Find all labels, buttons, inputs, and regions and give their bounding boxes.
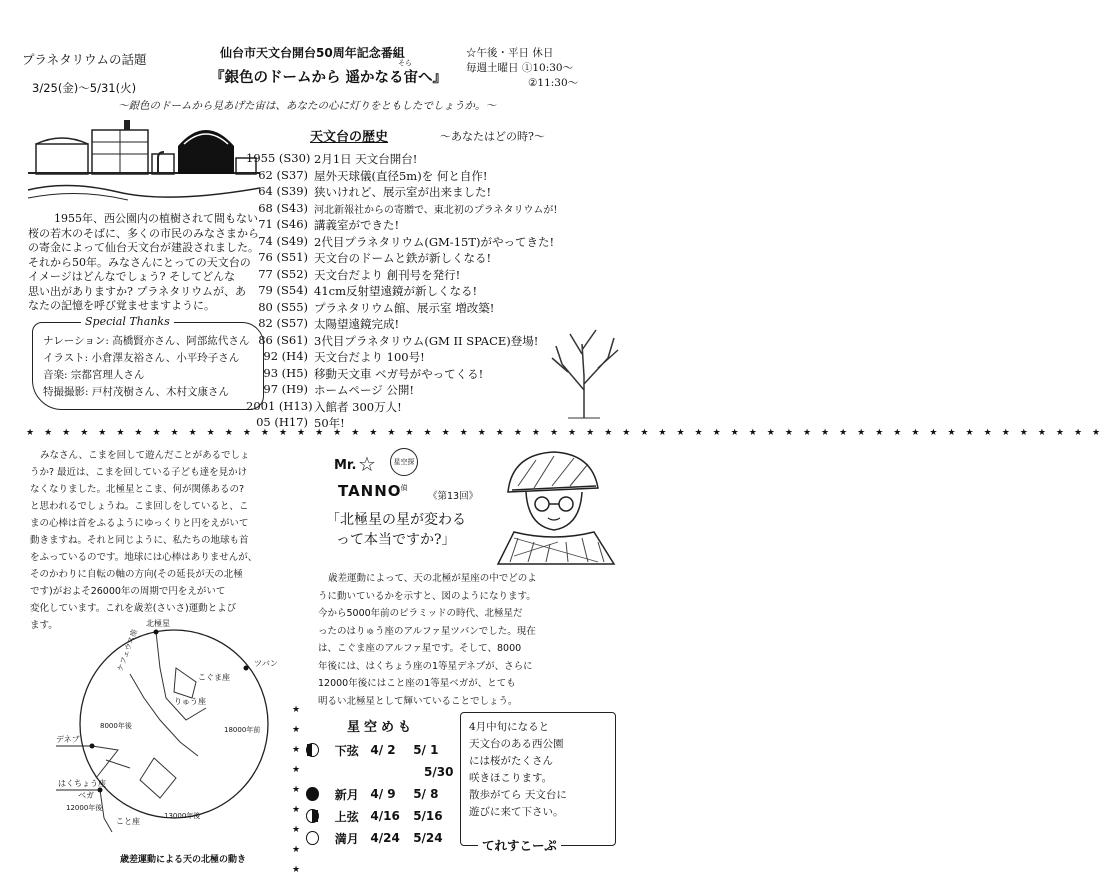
timeline-row — [246, 250, 576, 267]
article-line: ったのはりゅう座のアルファ星ツバンでした。現在 — [318, 625, 536, 637]
moon-phase: 満月 — [334, 831, 359, 846]
timeline-row — [246, 168, 576, 185]
label-polaris: 北極星 — [146, 619, 170, 628]
timeline-row — [246, 283, 576, 300]
timeline-event: 移動天文車 ベガ号がやってくる! — [314, 366, 484, 381]
timeline-event: プラネタリウム館、展示室 増改築! — [314, 300, 495, 315]
timeline-event: 2月1日 天文台開台! — [314, 152, 418, 166]
article-line: 今から5000年前のピラミッドの時代、北極星だ — [318, 608, 523, 619]
moon-memo — [306, 716, 456, 849]
timeline-year: 86 (S61) — [258, 332, 308, 347]
badge-sub: 星空探偵 — [390, 448, 418, 476]
timeline-year: 80 (S55) — [258, 299, 308, 314]
moon-row — [306, 739, 456, 761]
moon-date: 5/16 — [413, 809, 443, 823]
headline-line: 「北極星の星が変わる — [326, 512, 466, 528]
moon-phase: 新月 — [334, 787, 359, 802]
moon-date: 4/ 9 — [370, 787, 396, 801]
label-deneb: デネブ — [56, 735, 80, 744]
schedule-note — [466, 46, 578, 91]
article-right — [318, 570, 630, 710]
article-line: です)がおよそ26000年の周期で円をえがいて — [30, 586, 226, 597]
article-line: なくなりました。北極星とこま、何が関係あるの? — [30, 484, 245, 495]
article-line: 12000年後にはこと座の1等星ベガが、とても — [318, 678, 516, 689]
episode-number: 《第13回》 — [428, 491, 479, 502]
timeline-year: 77 (S52) — [258, 266, 308, 281]
timeline-event: 河北新報社からの寄贈で、東北初のプラネタリウムが! — [314, 204, 558, 216]
credit-row: 特撮撮影: 戸村茂樹さん、木村文康さん — [43, 386, 230, 398]
moon-row — [306, 805, 456, 827]
note-line: 天文台のある西公園 — [469, 738, 564, 750]
section-title: プラネタリウムの話題 — [22, 52, 147, 67]
timeline-row — [246, 349, 576, 366]
label-8000: 8000年後 — [100, 722, 132, 730]
timeline-event: 41cm反射望遠鏡が新しくなる! — [314, 284, 478, 298]
timeline-row — [246, 316, 576, 333]
moon-phase: 下弦 — [334, 743, 359, 758]
tree-illustration — [538, 320, 630, 420]
moon-row — [306, 827, 456, 849]
full-moon-icon — [306, 831, 319, 845]
timeline-event: 講義室ができた! — [314, 218, 400, 232]
timeline-row — [246, 201, 576, 218]
credit-row: イラスト: 小倉澤友裕さん、小平玲子さん — [43, 352, 240, 364]
article-line: は、こぐま座のアルファ星です。そして、8000 — [318, 643, 522, 654]
timeline-year: 92 (H4) — [263, 349, 308, 363]
date-range: 3/25(金)〜5/31(火) — [32, 81, 137, 95]
new-moon-icon — [306, 787, 319, 801]
special-thanks-box — [32, 315, 264, 410]
article-line: うか? 最近は、こまを回している子ども達を見かけ — [30, 467, 248, 478]
article-line: と思われるでしょうね。こま回しをしていると、こ — [30, 501, 249, 512]
column-headline — [326, 510, 466, 550]
article-line: 動きますね。それと同じように、私たちの地球も首 — [30, 535, 249, 546]
timeline-year: 2001 (H13) — [246, 398, 313, 413]
intro-text — [28, 212, 270, 314]
timeline-year: 74 (S49) — [258, 233, 308, 248]
cherry-blossom-note — [460, 712, 616, 846]
intro-line: それから50年。みなさんにとっての天文台の — [28, 255, 251, 269]
article-line: をふっているのです。地球には心棒はありませんが、 — [30, 552, 258, 563]
timeline-row — [246, 151, 576, 168]
timeline-event: 屋外天球儀(直径5m)を 何と自作! — [314, 168, 488, 183]
timeline-row — [246, 217, 576, 234]
moon-date: 4/ 2 — [370, 743, 396, 757]
timeline-year: 62 (S37) — [258, 167, 308, 182]
first-quarter-icon — [306, 809, 319, 823]
label-13000: 13000年後 — [164, 812, 201, 820]
moon-title: 星空めも — [346, 720, 415, 735]
moon-date: 5/30 — [424, 765, 454, 779]
moon-row — [306, 783, 456, 805]
label-12000: 12000年後 — [66, 804, 103, 812]
article-line: 明るい北極星として輝いていることでしょう。 — [318, 695, 518, 707]
title-ruby: そら — [398, 59, 412, 67]
article-line: うに動いているかを示すと、図のようになります。 — [318, 590, 536, 602]
timeline-year: 05 (H17) — [256, 415, 308, 429]
note-signature: てれすこーぷ — [478, 836, 561, 854]
article-left — [30, 447, 306, 634]
article-line: ます。 — [30, 620, 58, 631]
timeline-year: 64 (S39) — [258, 184, 308, 198]
timeline-row — [246, 366, 576, 383]
intro-line: イメージはどんなでしょう? そしてどんな — [28, 270, 236, 283]
intro-line: の寄金によって仙台天文台が建設されました。 — [28, 241, 259, 254]
moon-row-extra — [306, 761, 456, 783]
history-timeline — [246, 151, 576, 432]
note-line: 咲きほこります。 — [469, 772, 553, 784]
timeline-event: 50年! — [314, 416, 345, 430]
label-lyra: こと座 — [116, 817, 140, 826]
label-cepheus: ケフェウス座 — [115, 627, 140, 673]
tanno-badge — [334, 446, 436, 508]
label-vega: ベガ — [78, 791, 94, 800]
timeline-event: 狭いけれど、展示室が出来ました! — [314, 185, 492, 199]
divider-stars-vertical: ★ ★ ★ ★ ★ ★ ★ ★ ★ — [292, 705, 301, 875]
label-ursa-minor: こぐま座 — [198, 673, 230, 682]
intro-line: 思い出がありますか? プラネタリウムが、あ — [28, 284, 246, 298]
detective-illustration — [488, 446, 624, 564]
history-subtitle: 〜あなたはどの時?〜 — [440, 130, 545, 143]
label-draco: りゅう座 — [174, 697, 206, 706]
tagline: 〜銀色のドームから見あげた宙は、あなたの心に灯りをともしたでしょうか。〜 — [118, 100, 496, 112]
headline-line: って本当ですか?」 — [336, 532, 456, 548]
moon-phase: 上弦 — [334, 809, 359, 824]
schedule-line: 毎週土曜日 ①10:30〜 — [466, 62, 574, 74]
timeline-row — [246, 300, 576, 317]
schedule-line: ☆午後・平日 休日 — [466, 47, 554, 59]
timeline-row — [246, 184, 576, 201]
timeline-event: 3代目プラネタリウム(GM II SPACE)登場! — [314, 333, 539, 348]
article-line: 歳差運動によって、天の北極が星座の中でどのよ — [328, 573, 537, 584]
timeline-row — [246, 234, 576, 251]
badge-star-icon: ☆ — [358, 452, 376, 476]
article-line: そのかわりに自転の軸の方向(その延長が天の北極 — [30, 569, 243, 580]
timeline-year: 76 (S51) — [258, 250, 308, 264]
diagram-caption: 歳差運動による天の北極の動き — [120, 855, 247, 865]
timeline-event: 入館者 300万人! — [314, 399, 402, 414]
moon-date: 5/ 1 — [413, 743, 439, 757]
program-title: 『銀色のドームから 遥かなる宙へ』 — [210, 70, 448, 86]
credit-row: ナレーション: 高橋賢亦さん、阿部紘代さん — [43, 335, 250, 347]
moon-date: 4/24 — [370, 831, 400, 845]
timeline-row — [246, 382, 576, 399]
timeline-row — [246, 333, 576, 350]
timeline-year: 1955 (S30) — [246, 151, 311, 165]
article-line: 年後には、はくちょう座の1等星デネブが、さらに — [318, 660, 533, 672]
observatory-illustration — [28, 118, 260, 204]
intro-line: 桜の若木のそばに、多くの市民のみなさまから — [28, 226, 259, 240]
credit-row: 音楽: 宗都宮理人さん — [43, 369, 145, 381]
moon-date: 4/16 — [370, 809, 400, 823]
timeline-event: 天文台のドームと鉄が新しくなる! — [314, 251, 492, 265]
moon-date: 5/24 — [413, 831, 443, 845]
article-line: まの心棒は首をふるようにゆっくりと円をえがいて — [30, 518, 249, 529]
note-line: には桜がたくさん — [469, 755, 553, 767]
timeline-row — [246, 267, 576, 284]
last-quarter-icon — [306, 743, 319, 757]
schedule-line: ②11:30〜 — [528, 77, 579, 89]
timeline-row — [246, 399, 576, 416]
timeline-year: 68 (S43) — [258, 200, 308, 215]
special-thanks-title: Special Thanks — [81, 315, 174, 328]
timeline-event: 太陽望遠鏡完成! — [314, 317, 400, 331]
timeline-year: 71 (S46) — [258, 217, 308, 231]
article-line: みなさん、こまを回して遊んだことがあるでしょ — [40, 450, 250, 461]
org-line: 仙台市天文台開台50周年記念番組 — [220, 46, 405, 60]
timeline-event: 天文台だより 100号! — [314, 350, 425, 364]
timeline-event: 2代目プラネタリウム(GM-15T)がやってきた! — [314, 234, 555, 249]
label-18000: 18000年前 — [224, 726, 261, 734]
article-line: 変化しています。これを歳差(さいさ)運動とよび — [30, 603, 237, 614]
history-title: 天文台の歴史 — [310, 130, 389, 145]
timeline-event: 天文台だより 創刊号を発行! — [314, 267, 461, 282]
note-line: 遊びに来て下さい。 — [469, 806, 564, 818]
timeline-year: 82 (S57) — [258, 316, 308, 330]
label-cygnus: はくちょう座 — [58, 779, 106, 788]
intro-line: 1955年、西公園内の植樹されて間もない — [54, 212, 258, 225]
timeline-year: 93 (H5) — [263, 365, 308, 380]
badge-name: TANNO — [338, 482, 402, 500]
note-line: 散歩がてら 天文台に — [469, 789, 567, 801]
timeline-year: 97 (H9) — [263, 382, 308, 396]
badge-prefix: Mr. — [334, 458, 357, 473]
timeline-year: 79 (S54) — [258, 283, 308, 297]
note-line: 4月中旬になると — [469, 721, 550, 733]
moon-date: 5/ 8 — [413, 787, 439, 801]
timeline-event: ホームページ 公開! — [314, 383, 415, 397]
divider-stars: ★★★★★★★★★★★★★★★★★★★★★★★★★★★★★★★★★★★★★★★★★★★★★★★★★★★★★★★★★★★★ — [26, 428, 1110, 438]
intro-line: なたの記憶を呼び覚ませますように。 — [28, 299, 215, 312]
label-thuban: ツバン — [254, 659, 278, 668]
precession-diagram — [56, 619, 288, 840]
